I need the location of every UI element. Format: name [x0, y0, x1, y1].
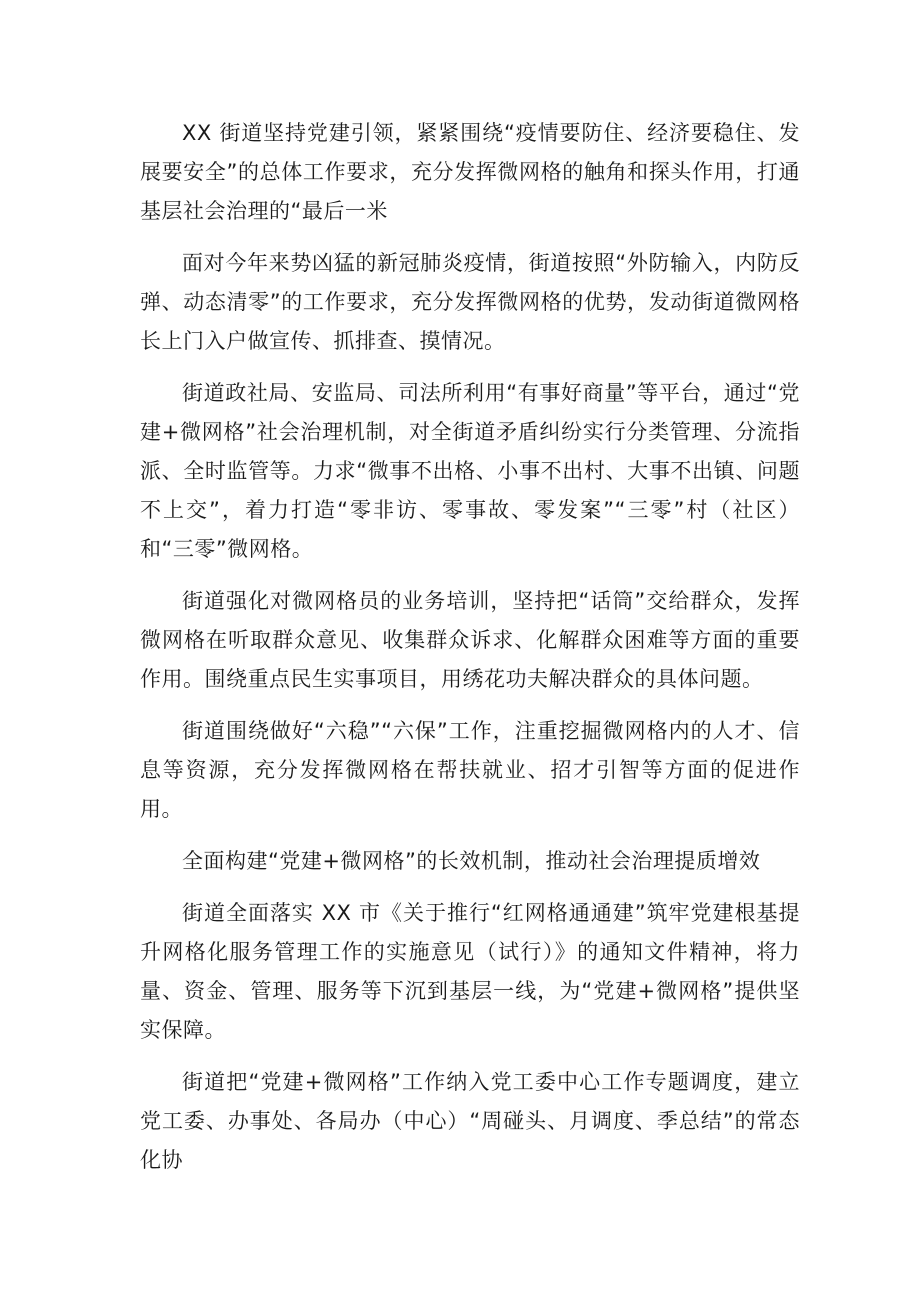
paragraph-6: 街道全面落实 XX 市《关于推行“红网格通通建”筑牢党建根基提升网格化服务管理工作的实施意见（试行）》的通知文件精神，将力量、资金、管理、服务等下沉到基层一线，为“党建+微网格”提供坚实保障。 — [140, 901, 800, 1042]
paragraph-5: 街道围绕做好“六稳”“六保”工作，注重挖掘微网格内的人才、信息等资源，充分发挥微网格在帮扶就业、招才引智等方面的促进作用。 — [140, 719, 800, 821]
paragraph-7: 街道把“党建+微网格”工作纳入党工委中心工作专题调度，建立党工委、办事处、各局办（中心）“周碰头、月调度、季总结”的常态化协 — [140, 1070, 800, 1172]
document-body — [140, 114, 800, 1193]
paragraph-1: XX 街道坚持党建引领，紧紧围绕“疫情要防住、经济要稳住、发展要安全”的总体工作要求，充分发挥微网格的触角和探头作用，打通基层社会治理的“最后一米 — [140, 121, 800, 223]
section-heading: 全面构建“党建+微网格”的长效机制，推动社会治理提质增效 — [182, 849, 761, 873]
paragraph-2: 面对今年来势凶猛的新冠肺炎疫情，街道按照“外防输入，内防反弹、动态清零”的工作要求，充分发挥微网格的优势，发动街道微网格长上门入户做宣传、抓排查、摸情况。 — [140, 251, 800, 353]
paragraph-3: 街道政社局、安监局、司法所利用“有事好商量”等平台，通过“党建+微网格”社会治理机制，对全街道矛盾纠纷实行分类管理、分流指派、全时监管等。力求“微事不出格、小事不出村、大事不出镇、问题不上交”，着力打造“零非访、零事故、零发案”“三零”村（社区）和“三零”微网格。 — [140, 381, 800, 561]
paragraph-4: 街道强化对微网格员的业务培训，坚持把“话筒”交给群众，发挥微网格在听取群众意见、收集群众诉求、化解群众困难等方面的重要作用。围绕重点民生实事项目，用绣花功夫解决群众的具体问题。 — [140, 589, 800, 691]
